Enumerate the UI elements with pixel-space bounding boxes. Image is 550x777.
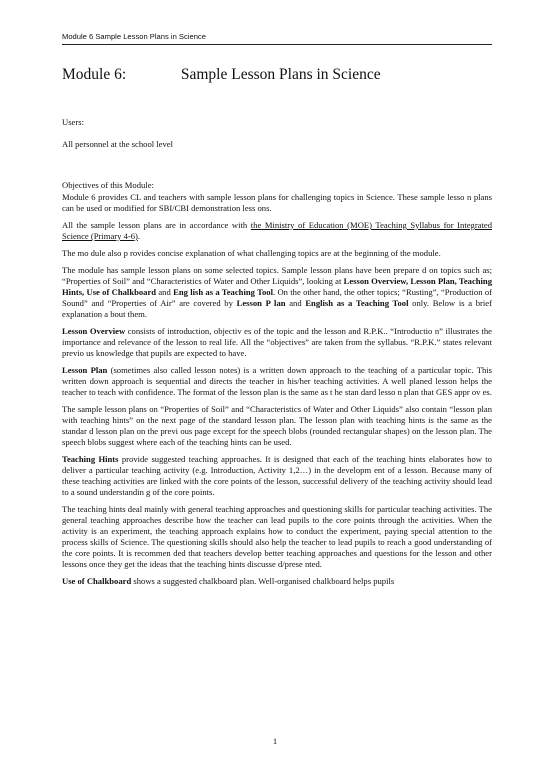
objectives-heading: Objectives of this Module: — [62, 180, 154, 190]
page-number: 1 — [272, 736, 278, 746]
document-body — [62, 117, 492, 593]
module-name: Sample Lesson Plans in Science — [180, 66, 381, 83]
paragraph-lesson-overview: Lesson Overview consists of introduction, objectiv es of the topic and the lesson and R.P.K.. “Introductio n” illustrates the importance and relevance of the lesson to real life. All the “objectives” are taken from the syllabus. “R.P.K.” states relevant previo us knowledge that pupils are expected to have. — [62, 326, 492, 358]
syllabus-link[interactable]: the Ministry of Education (MOE) Teaching Syllabus for Integrated Science (Primary 4-6) — [62, 220, 492, 241]
users-heading: Users: — [62, 117, 84, 127]
users-text: All personnel at the school level — [62, 139, 173, 149]
paragraph-module-intro: Module 6 provides CL and teachers with sample lesson plans for challenging topics in Science. These sample lesso n plans can be used or modified for SBI/CBI demonstration less ons. — [62, 192, 492, 213]
paragraph-teaching-hints: Teaching Hints provide suggested teaching approaches. It is designed that each of the teaching hints elaborates how to deliver a particular teaching activity (e.g. Introduction, Activity 1,2…) in the developm ent of a lesson. Because many of these teaching activities are linked with the core points of the lesson, successful delivery of the teaching activity should lead to a sound understandin g of the core points. — [62, 454, 492, 497]
paragraph-speech-blobs: The sample lesson plans on “Properties of Soil” and “Characteristics of Water and Other Liquids” also contain “lesson plan with teaching hints” on the next page of the standard lesson plan. The lesson plan with teaching hints is the same as the standar d lesson plan on the previ ous page except for the speech blobs (rounded rectangular shapes) on the lesson plan. The speech blobs suggest where each of the teaching hints can be used. — [62, 404, 492, 447]
paragraph-chalkboard: Use of Chalkboard shows a suggested chalkboard plan. Well-organised chalkboard helps pupils — [62, 576, 395, 586]
paragraph-questioning-skills: The teaching hints deal mainly with general teaching approaches and questioning skills for particular teaching activities. The general teaching approaches describe how the teacher can lead pupils to the core points through the activities. When the activity is an experiment, the teaching approach explains how to conduct the experiment, paying special attention to the process skills of Science. The questioning skills should also help the teacher to lead pupils to reach a good understanding of the core points. It is recommen ded that teachers develop better teaching approaches and questions for the lesson and other lessons once they get the ideas that the teaching hints discusse d/prese nted. — [62, 504, 492, 569]
paragraph-syllabus: All the sample lesson plans are in accordance with the Ministry of Education (MOE) Teaching Syllabus for Integrated Science (Primary 4-6). — [62, 220, 492, 241]
paragraph-lesson-plan: Lesson Plan (sometimes also called lesson notes) is a written down approach to the teaching of a particular topic. This written down approach is sequential and directs the teacher in his/her teaching activities. A well planed lesson helps the teacher to teach with confidence. The format of the lesson plan is the same as t he stan dard lesso n plan that GES appr ov es. — [62, 365, 492, 397]
page-title — [62, 66, 381, 84]
running-header: Module 6 Sample Lesson Plans in Science — [62, 32, 492, 45]
module-number: Module 6: — [62, 66, 127, 83]
paragraph-sample-plans: The module has sample lesson plans on some selected topics. Sample lesson plans have been prepare d on topics such as; “Properties of Soil” and “Characteristics of Water and Other Liquids”, looking at Lesson Overview, Lesson Plan, Teaching Hints, Use of Chalkboard and Eng lish as a Teaching Tool. On the other hand, the other topics; “Rusting”, “Production of Sound” and “Properties of Air” are covered by Lesson P lan and English as a Teaching Tool only. Below is a brief explanation a bout them. — [62, 265, 492, 319]
paragraph-challenging-topics: The mo dule also p rovides concise explanation of what challenging topics are at the beginning of the module. — [62, 248, 441, 258]
